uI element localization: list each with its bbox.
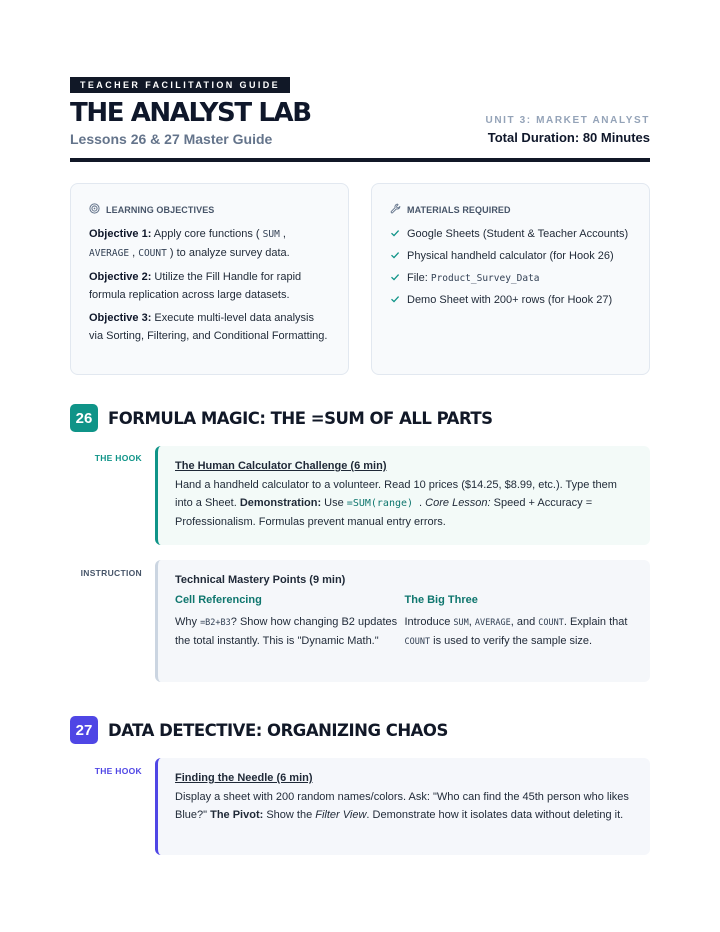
instruction-row (70, 560, 650, 684)
page-subtitle: Lessons 26 & 27 Master Guide (70, 131, 273, 147)
instruction-column: The Big Three Introduce SUM, AVERAGE, and COUNT. Explain that COUNT is used to verify the sample size. (404, 594, 628, 647)
instruction-box (155, 560, 650, 682)
material-item: Google Sheets (Student & Teacher Accounts) (390, 225, 631, 244)
hook-text: Display a sheet with 200 random names/colors. Ask: "Who can find the 45th person who likes Blue?" The Pivot: Show the Filter View. Demonstrate how it isolates data without deleting it. (175, 791, 629, 821)
header (70, 75, 650, 162)
materials-card (371, 183, 650, 375)
hook-text: Hand a handheld calculator to a volunteer. Read 10 prices ($14.25, $8.99, etc.). Type them into a Sheet. Demonstration: Use =SUM(range) . Core Lesson: Speed + Accuracy = Professionalism. Formulas prevent manual entry errors. (175, 479, 617, 528)
instruction-column: Cell Referencing Why =B2+B3? Show how changing B2 updates the total instantly. This is "Dynamic Math." (175, 594, 398, 647)
section-26-header (70, 404, 650, 432)
hook-row (70, 446, 650, 547)
guide-page (70, 75, 650, 857)
objectives-card (70, 183, 349, 375)
section-title: FORMULA MAGIC: THE =SUM OF ALL PARTS (108, 408, 493, 428)
hook-box (155, 446, 650, 545)
section-title: DATA DETECTIVE: ORGANIZING CHAOS (108, 720, 448, 740)
material-item: File: Product_Survey_Data (390, 269, 631, 288)
objective-item: Objective 1: Apply core functions ( SUM , AVERAGE , COUNT ) to analyze survey data. (89, 228, 290, 259)
hook-title: Finding the Needle (6 min) (175, 772, 313, 784)
hook-title: The Human Calculator Challenge (6 min) (175, 460, 387, 472)
materials-heading: MATERIALS REQUIRED (407, 204, 511, 215)
objective-item: Objective 3: Execute multi-level data analysis via Sorting, Filtering, and Conditional Formatting. (89, 312, 328, 342)
objectives-heading: LEARNING OBJECTIVES (106, 204, 215, 215)
total-duration: Total Duration: 80 Minutes (487, 130, 650, 145)
section-number-badge: 27 (70, 716, 98, 744)
row-label: INSTRUCTION (80, 568, 142, 578)
instruction-title: Technical Mastery Points (9 min) (175, 574, 346, 586)
header-divider (70, 158, 650, 162)
row-label: THE HOOK (94, 453, 142, 463)
material-item: Physical handheld calculator (for Hook 26) (390, 247, 631, 266)
check-icon (390, 225, 407, 244)
check-icon (390, 269, 407, 288)
target-icon (89, 203, 106, 216)
objective-item: Objective 2: Utilize the Fill Handle for rapid formula replication across large datasets. (89, 271, 302, 301)
check-icon (390, 247, 407, 266)
check-icon (390, 291, 407, 310)
section-27-header (70, 716, 650, 744)
hook-row (70, 758, 650, 857)
row-label: THE HOOK (94, 766, 142, 776)
wrench-icon (390, 203, 407, 216)
material-item: Demo Sheet with 200+ rows (for Hook 27) (390, 291, 631, 310)
page-title: THE ANALYST LAB (70, 98, 311, 128)
section-number-badge: 26 (70, 404, 98, 432)
guide-tag: TEACHER FACILITATION GUIDE (70, 77, 290, 93)
hook-box (155, 758, 650, 855)
unit-label: UNIT 3: MARKET ANALYST (485, 115, 650, 126)
